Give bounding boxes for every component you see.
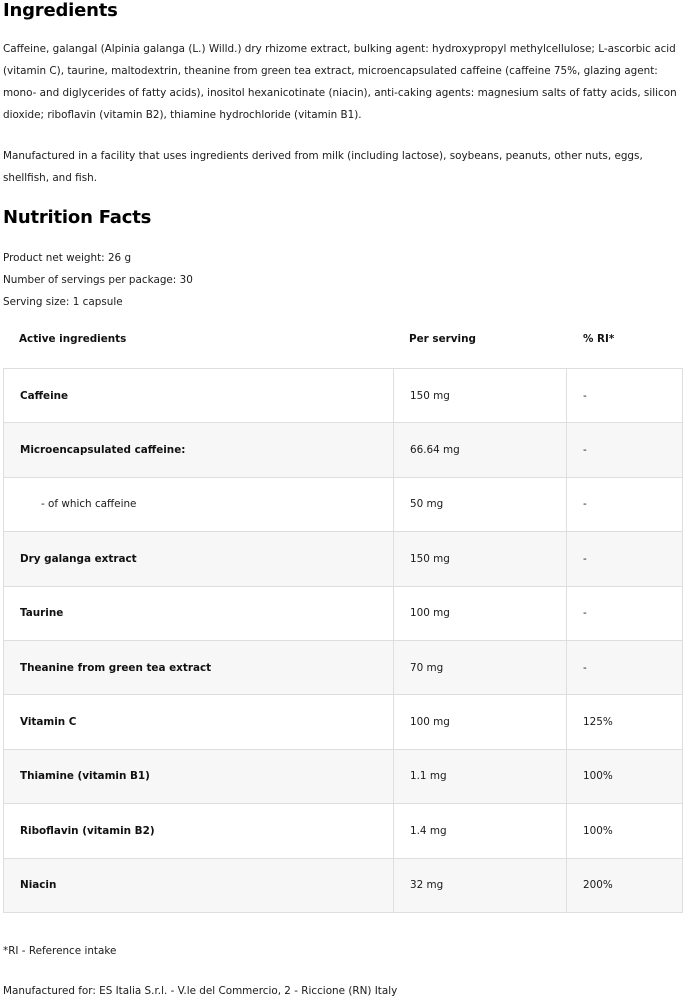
table-row (4, 640, 683, 694)
ri-value: - (567, 369, 683, 423)
ingredient-name: Dry galanga extract (4, 532, 394, 586)
nutrition-facts-heading: Nutrition Facts (3, 207, 152, 228)
ri-value: 200% (567, 858, 683, 912)
column-header-active-ingredients: Active ingredients (19, 333, 127, 345)
ingredient-name: Caffeine (4, 369, 394, 423)
ri-footnote: *RI - Reference intake (3, 945, 117, 957)
allergen-note: Manufactured in a facility that uses ingredients derived from milk (including lactose), soybeans, peanuts, other nuts, eggs, shellfish, and fish. (3, 150, 643, 184)
ingredient-name: Microencapsulated caffeine: (4, 423, 394, 477)
table-row (4, 477, 683, 531)
table-row (4, 804, 683, 858)
ri-value: 100% (567, 749, 683, 803)
table-row (4, 695, 683, 749)
per-serving-value: 100 mg (394, 586, 567, 640)
per-serving-value: 1.4 mg (394, 804, 567, 858)
per-serving-value: 50 mg (394, 477, 567, 531)
ri-value: - (567, 640, 683, 694)
per-serving-value: 66.64 mg (394, 423, 567, 477)
ingredients-text: Caffeine, galangal (Alpinia galanga (L.) Willd.) dry rhizome extract, bulking agent: hydroxypropyl methylcellulose; L-ascorbic acid (vitamin C), taurine, maltodextrin, theanine from green tea extract, microencapsulated caffeine (caffeine 75%, glazing agent: mono- and diglycerides of fatty acids), inositol hexanicotinate (niacin), anti-caking agents: magnesium salts of fatty acids, silicon dioxide; riboflavin (vitamin B2), thiamine hydrochloride (vitamin B1). (3, 43, 677, 121)
ri-value: 125% (567, 695, 683, 749)
ingredient-name: Thiamine (vitamin B1) (4, 749, 394, 803)
net-weight: Product net weight: 26 g (3, 252, 132, 264)
ingredient-name: Vitamin C (4, 695, 394, 749)
table-row (4, 423, 683, 477)
servings-per-package: Number of servings per package: 30 (3, 274, 193, 286)
table-row (4, 749, 683, 803)
nutrition-table (3, 368, 683, 913)
ingredient-name: Riboflavin (vitamin B2) (4, 804, 394, 858)
table-row (4, 369, 683, 423)
table-row (4, 532, 683, 586)
ri-value: - (567, 532, 683, 586)
per-serving-value: 1.1 mg (394, 749, 567, 803)
table-row (4, 586, 683, 640)
table-row (4, 858, 683, 912)
ingredient-name: - of which caffeine (4, 477, 394, 531)
ri-value: 100% (567, 804, 683, 858)
ingredient-name: Theanine from green tea extract (4, 640, 394, 694)
per-serving-value: 150 mg (394, 532, 567, 586)
ingredient-name: Niacin (4, 858, 394, 912)
column-header-ri: % RI* (583, 333, 615, 345)
per-serving-value: 150 mg (394, 369, 567, 423)
manufacturer-info: Manufactured for: ES Italia S.r.l. - V.le del Commercio, 2 - Riccione (RN) Italy (3, 985, 398, 997)
ingredient-name: Taurine (4, 586, 394, 640)
ri-value: - (567, 477, 683, 531)
per-serving-value: 70 mg (394, 640, 567, 694)
column-header-per-serving: Per serving (409, 333, 476, 345)
per-serving-value: 32 mg (394, 858, 567, 912)
ri-value: - (567, 586, 683, 640)
ingredients-heading: Ingredients (3, 0, 118, 21)
nutrition-table-header (3, 330, 682, 350)
per-serving-value: 100 mg (394, 695, 567, 749)
ri-value: - (567, 423, 683, 477)
serving-size: Serving size: 1 capsule (3, 296, 123, 308)
